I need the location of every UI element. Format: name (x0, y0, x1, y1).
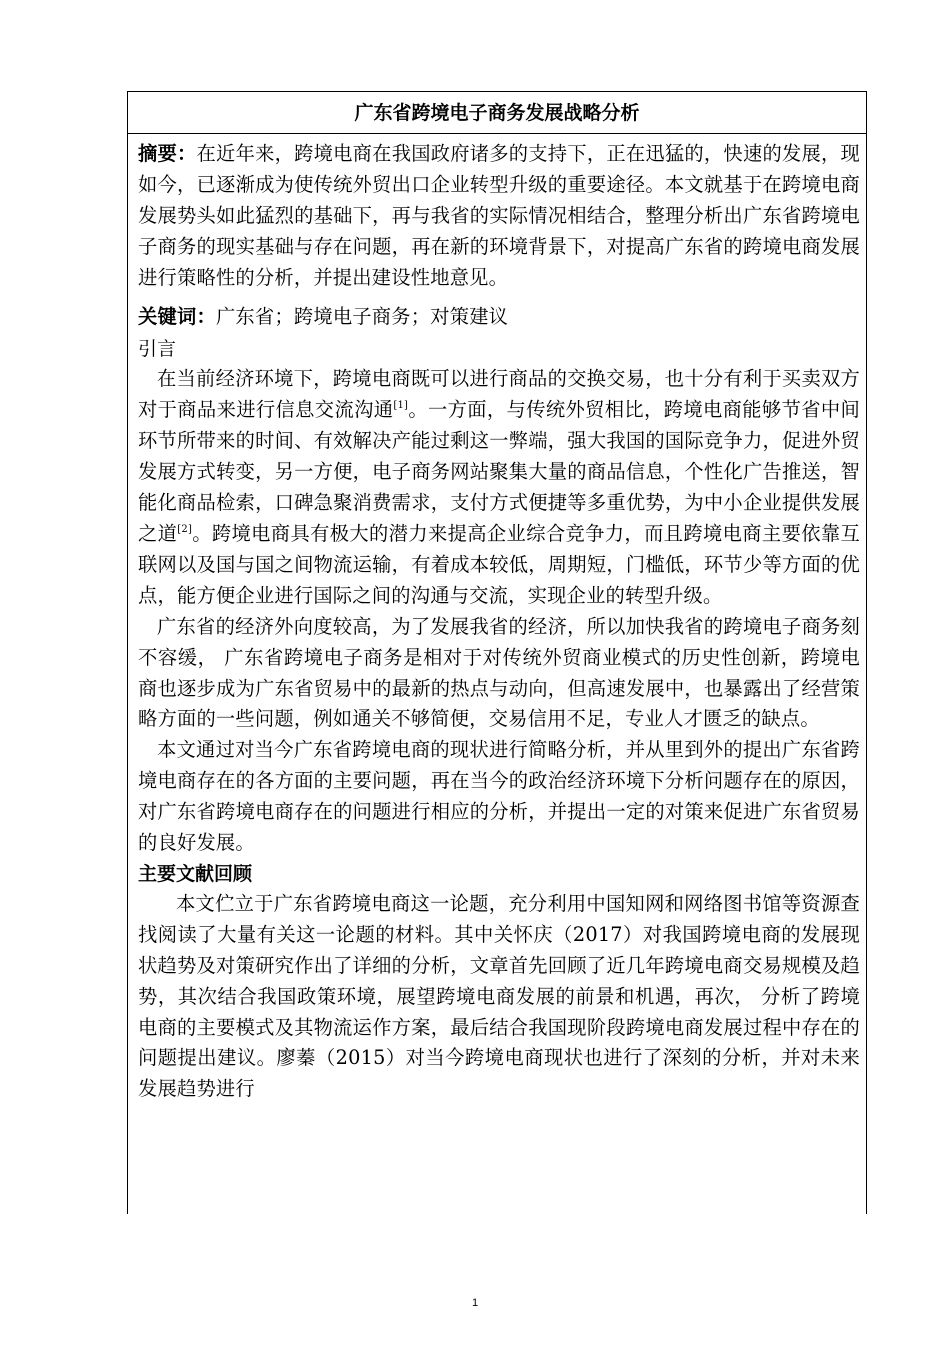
intro-p1-text-a: 在当前经济环境下，跨境电商既可以进行商品的交换交易，也十分有利于买卖双方对于商品来进行信息交流沟通 (138, 367, 860, 422)
abstract-text: 在近年来，跨境电商在我国政府诸多的支持下，正在迅猛的，快速的发展，现如今，已逐渐成为使传统外贸出口企业转型升级的重要途径。本文就基于在跨境电商发展势头如此猛烈的基础下，再与我省的实际情况相结合，整理分析出广东省跨境电子商务的现实基础与存在问题，再在新的环境背景下，对提高广东省的跨境电商发展进行策略性的分析，并提出建设性地意见。 (138, 142, 860, 289)
abstract-paragraph (138, 139, 860, 294)
abstract-label: 摘要： (138, 142, 197, 165)
page-number: 1 (471, 1297, 479, 1309)
intro-p1-text-b: 。一方面，与传统外贸相比，跨境电商能够节省中间环节所带来的时间、有效解决产能过剩这一弊端，强大我国的国际竞争力，促进外贸发展方式转变，另一方便，电子商务网站聚集大量的商品信息，个性化广告推送，智能化商品检索，口碑急聚消费需求，支付方式便捷等多重优势，为中小企业提供发展之道 (138, 398, 860, 545)
citation-ref-2: [2] (177, 523, 193, 535)
review-heading: 主要文献回顾 (138, 862, 253, 885)
intro-paragraph-3: 本文通过对当今广东省跨境电商的现状进行简略分析，并从里到外的提出广东省跨境电商存在的各方面的主要问题，再在当今的政治经济环境下分析问题存在的原因，对广东省跨境电商存在的问题进行相应的分析，并提出一定的对策来促进广东省贸易的良好发展。 (138, 738, 860, 855)
review-paragraph-1: 本文伫立于广东省跨境电商这一论题，充分利用中国知网和网络图书馆等资源查找阅读了大量有关这一论题的材料。其中关怀庆（2017）对我国跨境电商的发展现状趋势及对策研究作出了详细的分析，文章首先回顾了近几年跨境电商交易规模及趋势，其次结合我国政策环境，展望跨境电商发展的前景和机遇，再次， 分析了跨境电商的主要模式及其物流运作方案，最后结合我国现阶段跨境电商发展过程中存在的问题提出建议。廖蓁（2015）对当今跨境电商现状也进行了深刻的分析，并对未来发展趋势进行 (138, 891, 860, 1101)
content-table (127, 91, 867, 1214)
intro-heading: 引言 (138, 338, 177, 361)
keywords-paragraph (138, 302, 860, 333)
citation-ref-1: [1] (393, 400, 409, 412)
document-title: 广东省跨境电子商务发展战略分析 (128, 92, 866, 134)
intro-p1-text-c: 。跨境电商具有极大的潜力来提高企业综合竞争力，而且跨境电商主要依靠互联网以及国与国之间物流运输，有着成本较低，周期短，门槛低，环节少等方面的优点，能方便企业进行国际之间的沟通与交流，实现企业的转型升级。 (138, 521, 860, 607)
keywords-text: 广东省；跨境电子商务；对策建议 (215, 304, 509, 328)
intro-paragraph-2: 广东省的经济外向度较高，为了发展我省的经济，所以加快我省的跨境电子商务刻不容缓， 广东省跨境电子商务是相对于对传统外贸商业模式的历史性创新，跨境电商也逐步成为广东省贸易中的最新的热点与动向，但高速发展中，也暴露出了经营策略方面的一些问题，例如通关不够简便，交易信用不足，专业人才匮乏的缺点。 (138, 614, 860, 731)
keywords-label: 关键词： (138, 304, 216, 328)
content-cell (138, 139, 860, 1105)
intro-paragraph-1 (138, 364, 860, 611)
